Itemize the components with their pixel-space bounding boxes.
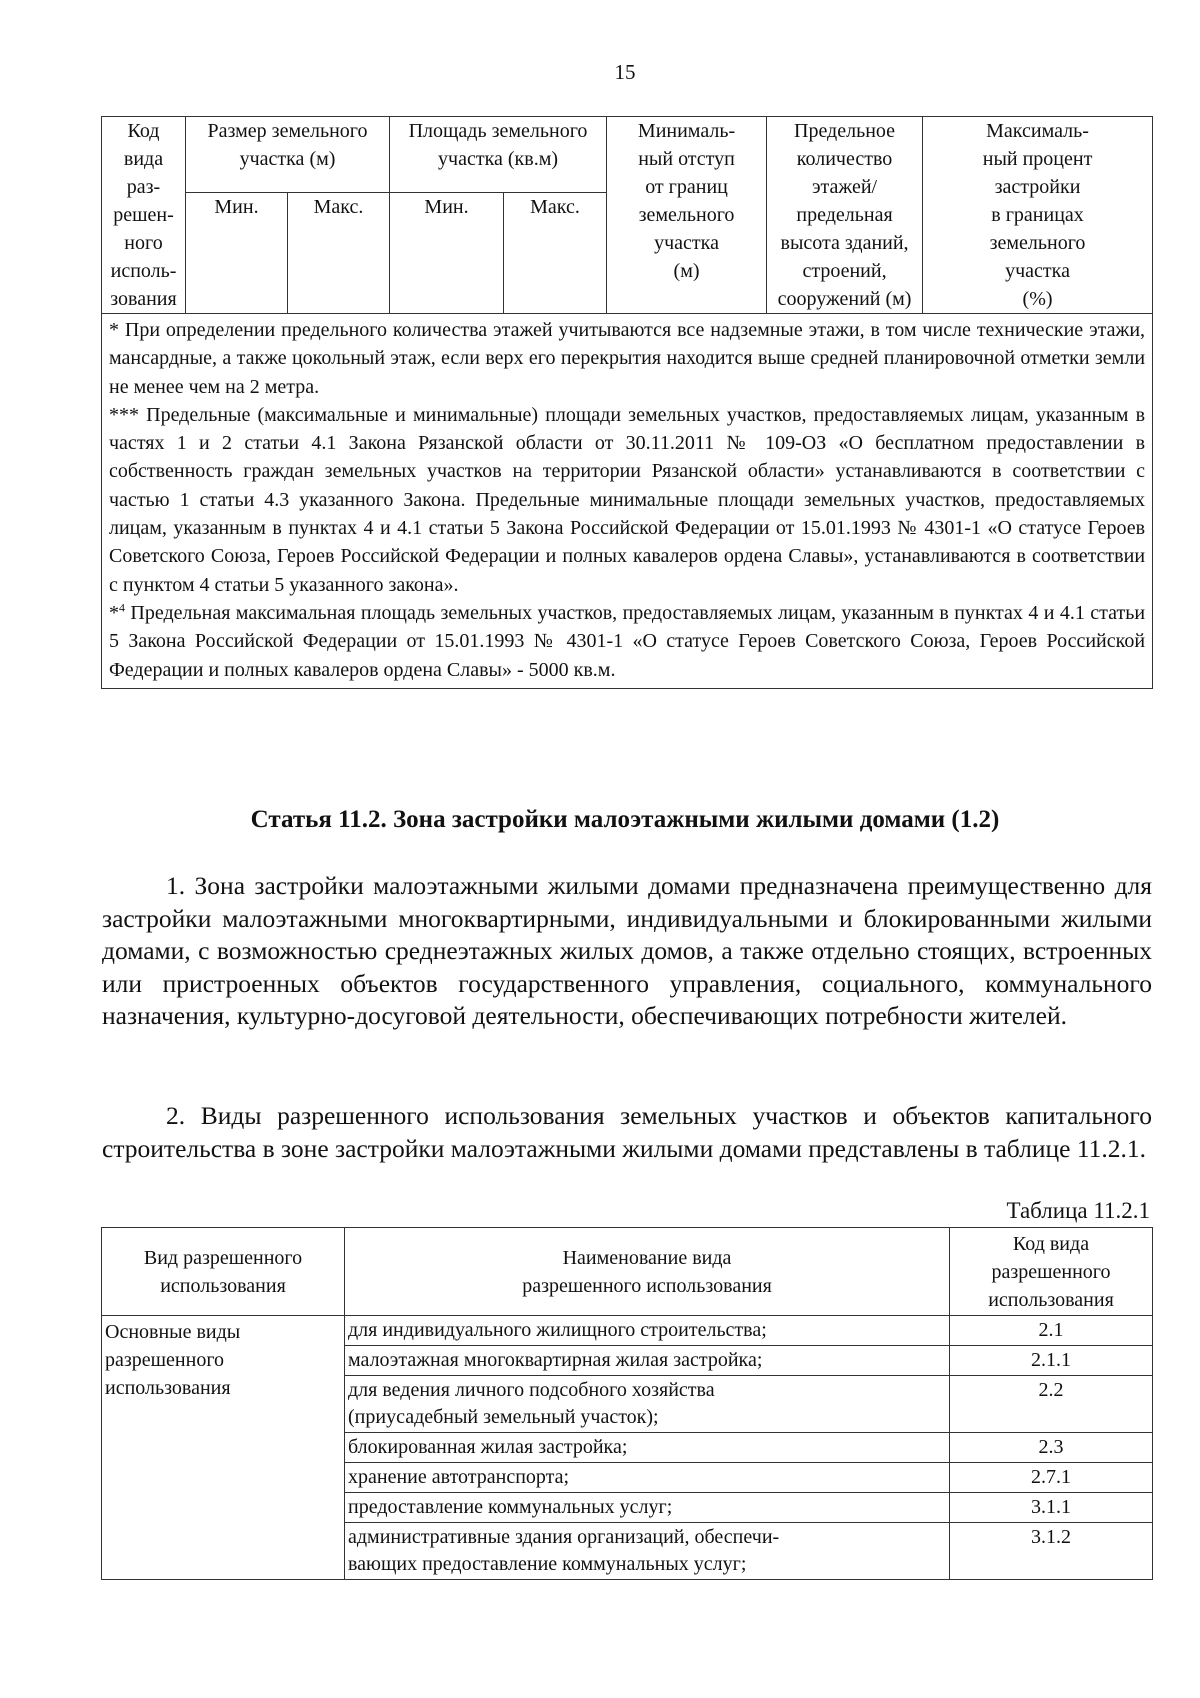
header-use-code: Код вида разрешенного использования — [950, 1228, 1153, 1316]
footnote-max-area: *$^4$ Предельная максимальная площадь земельных участков, предоставляемых лицам, указанным в пунктах 4 и 4.1 статьи 5 Закона Российской Федерации от 15.01.1993 № 4301-1 «О статусе Героев Советского Союза, Героев Российской Федерации и полных кавалеров ордена Славы» - 5000 кв.м. — [109, 600, 1146, 681]
header-area-max: Макс. — [504, 192, 607, 313]
use-code: 2.1.1 — [950, 1346, 1153, 1376]
header-use-kind: Вид разрешенного использования — [102, 1228, 345, 1316]
header-plot-size: Размер земельного участка (м) — [186, 117, 390, 193]
header-use-name: Наименование вида разрешенного использования — [345, 1228, 950, 1316]
header-size-max: Макс. — [288, 192, 390, 313]
header-max-coverage: Максималь- ный процент застройки в границах земельного участка (%) — [923, 117, 1153, 314]
header-area-min: Мин. — [390, 192, 504, 313]
header-size-min: Мин. — [186, 192, 288, 313]
paragraph-zone-purpose: 1. Зона застройки малоэтажными жилыми домами предназначена преимущественно для застройки малоэтажными многоквартирными, индивидуальными и блокированными жилыми домами, с возможностью среднеэтажных жилых домов, а также отдельно стоящих, встроенных или пристроенных объектов государственного управления, социального, коммунального назначения, культурно-досуговой деятельности, обеспечивающих потребности жителей. — [102, 871, 1152, 1030]
use-code: 2.2 — [950, 1376, 1153, 1433]
table-footnotes — [102, 314, 1153, 689]
use-name: для ведения личного подсобного хозяйства (приусадебный земельный участок); — [345, 1376, 950, 1433]
use-name: для индивидуального жилищного строительства; — [345, 1316, 950, 1346]
use-code: 2.7.1 — [950, 1463, 1153, 1493]
category-main-uses: Основные виды разрешенного использования — [102, 1316, 345, 1580]
footnote-plot-areas: *** Предельные (максимальные и минимальные) площади земельных участков, предоставляемых лицам, указанным в частях 1 и 2 статьи 4.1 Закона Рязанской области от 30.11.2011 № 109-ОЗ «О бесплатном предоставлении в собственность граждан земельных участков на территории Рязанской области» устанавливаются в соответствии с частью 1 статьи 4.3 указанного Закона. Предельные минимальные площади земельных участков, предоставляемых лицам, указанным в пунктах 4 и 4.1 статьи 5 Закона Российской Федерации от 15.01.1993 № 4301-1 «О статусе Героев Советского Союза, Героев Российской Федерации и полных кавалеров ордена Славы», устанавливаются в соответствии с пунктом 4 статьи 5 указанного закона». — [109, 403, 1146, 596]
paragraph-permitted-uses: 2. Виды разрешенного использования земельных участков и объектов капитального строительства в зоне застройки малоэтажными жилыми домами представлены в таблице 11.2.1. — [102, 1101, 1152, 1163]
header-min-setback: Минималь- ный отступ от границ земельного участка (м) — [607, 117, 767, 314]
zone-parameters-table — [101, 116, 1153, 689]
article-heading: Статья 11.2. Зона застройки малоэтажными жилыми домами (1.2) — [250, 806, 1000, 833]
use-name: предоставление коммунальных услуг; — [345, 1493, 950, 1523]
permitted-uses-table — [101, 1227, 1153, 1580]
use-name: блокированная жилая застройка; — [345, 1433, 950, 1463]
table-caption: Таблица 11.2.1 — [1006, 1198, 1150, 1223]
table-row — [102, 1316, 1153, 1346]
use-name: малоэтажная многоквартирная жилая застройка; — [345, 1346, 950, 1376]
header-code: Код вида раз- решен- ного исполь- зования — [102, 117, 186, 314]
use-code: 2.3 — [950, 1433, 1153, 1463]
use-name: административные здания организаций, обеспечи- вающих предоставление коммунальных услуг; — [345, 1523, 950, 1580]
use-code: 3.1.1 — [950, 1493, 1153, 1523]
use-name: хранение автотранспорта; — [345, 1463, 950, 1493]
header-max-floors: Предельное количество этажей/ предельная высота зданий, строений, сооружений (м) — [767, 117, 923, 314]
use-code: 3.1.2 — [950, 1523, 1153, 1580]
use-code: 2.1 — [950, 1316, 1153, 1346]
page-number: 15 — [614, 60, 636, 84]
header-plot-area: Площадь земельного участка (кв.м) — [390, 117, 607, 193]
footnote-floors: * При определении предельного количества этажей учитываются все надземные этажи, в том числе технические этажи, мансардные, а также цокольный этаж, если верх его перекрытия находится выше средней планировочной отметки земли не менее чем на 2 метра. — [109, 319, 1146, 398]
